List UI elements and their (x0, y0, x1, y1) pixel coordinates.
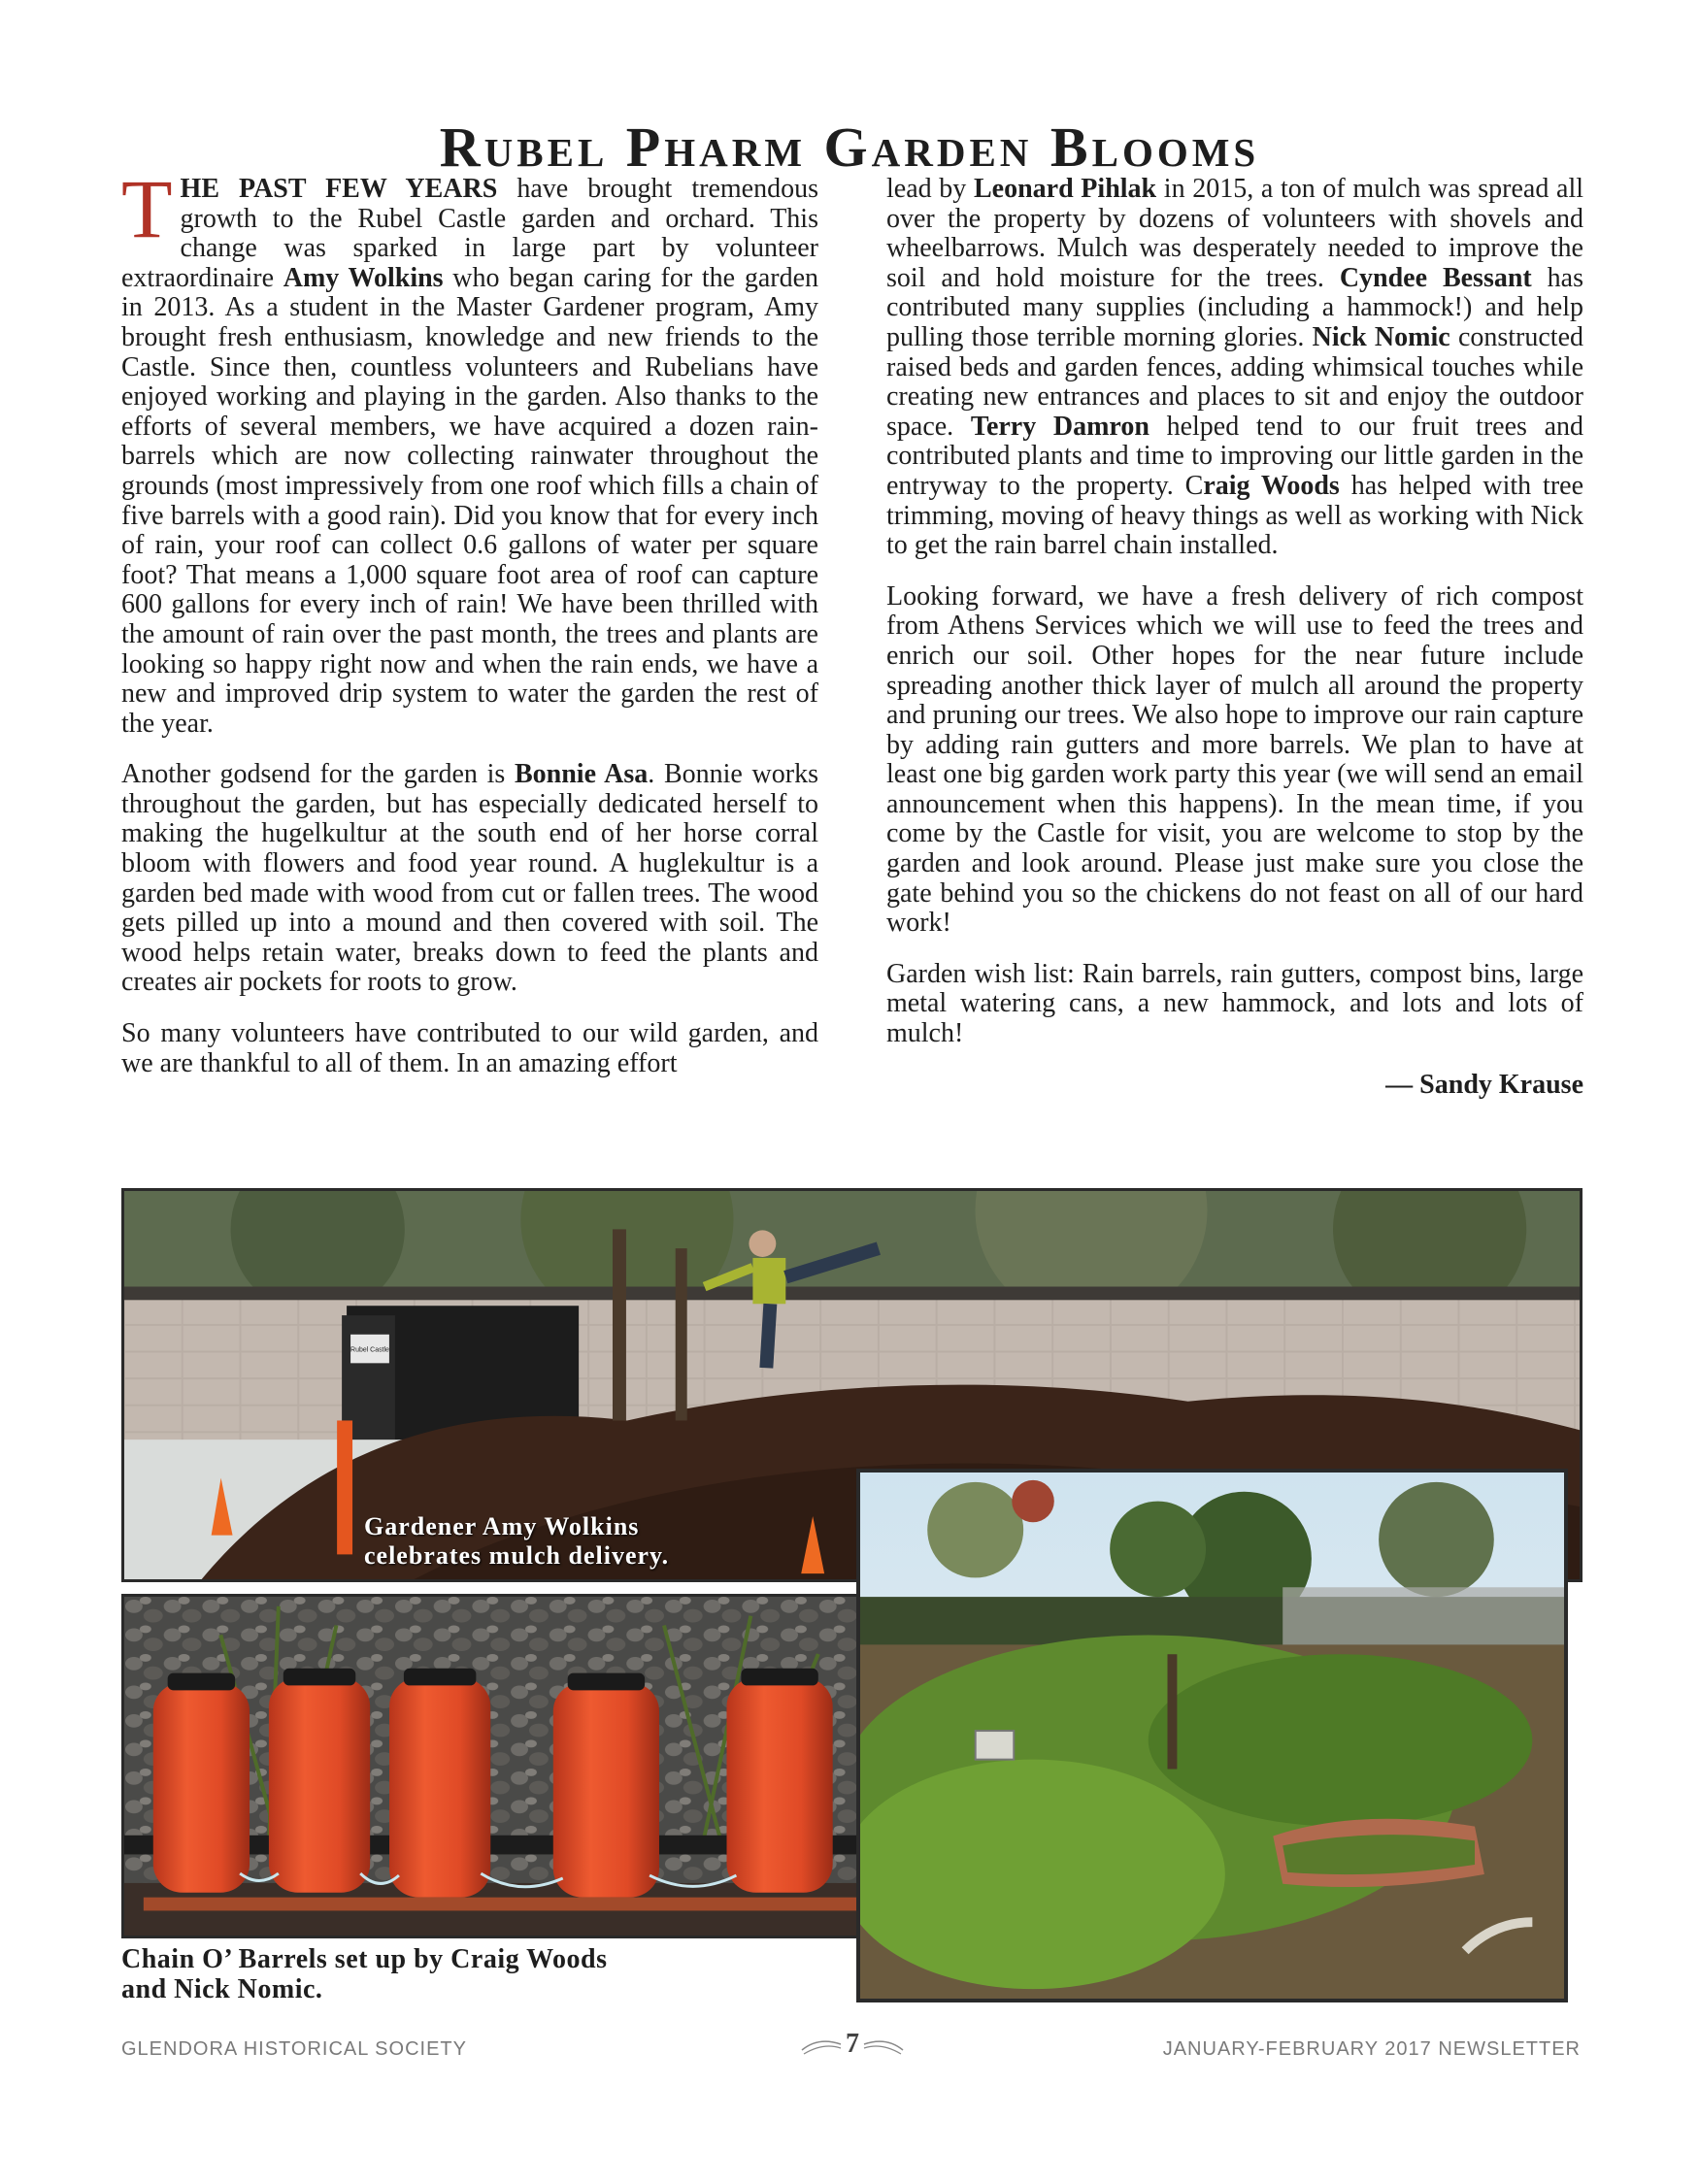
page-number-ornament (794, 2029, 911, 2062)
caption-line: celebrates mulch delivery. (364, 1541, 670, 1570)
text-run: lead by (886, 174, 974, 204)
barrel (553, 1673, 659, 1898)
caption-line: Chain O’ Barrels set up by Craig Woods (121, 1944, 608, 1974)
byline: — Sandy Krause (1385, 1069, 1583, 1100)
paragraph: So many volunteers have contributed to our wild garden, and we are thankful to all of them. In an amazing effort (121, 1018, 818, 1078)
person-name: Amy Wolkins (283, 262, 444, 293)
footer-issue: JANUARY-FEBRUARY 2017 NEWSLETTER (1162, 2038, 1581, 2060)
caption-line: and Nick Nomic. (121, 1974, 323, 2004)
text-run: has helped with tree trimming, moving of heavy things as well as working with Nick to get the rain barrel chain installed. (886, 470, 1583, 561)
barrel (269, 1669, 370, 1893)
mini-greenhouse (976, 1731, 1015, 1760)
barrel (726, 1669, 832, 1893)
text-run: in 2015, a ton of mulch was spread all over the property by dozens of volunteers with shovels and wheelbarrows. Mulch was desperately needed to improve the soil and hold moisture for the trees. (886, 174, 1584, 293)
text-run: Another godsend for the garden is (121, 759, 515, 790)
lead-in: HE PAST FEW YEARS (180, 174, 498, 204)
paragraph (886, 175, 1583, 561)
person-name: Cyndee Bessant (1339, 262, 1532, 293)
paragraph: Garden wish list: Rain barrels, rain gutters, compost bins, large metal watering cans, a new hammock, and lots and lots of mulch! (886, 958, 1583, 1049)
barrels-photo-illustration (124, 1597, 926, 1936)
article-right-column (886, 175, 1583, 1121)
article-left-column (121, 162, 819, 1100)
text-run: has contributed many supplies (including a hammock!) and help pulling those terrible morning glories. (886, 262, 1583, 352)
text-run: who began caring for the garden in 2013. As a student in the Master Gardener program, Amy brought fresh enthusiasm, knowledge and new friends to the Castle. Since then, countless volunteers and Rubelians have enjoyed working and playing in the garden. Also thanks to the efforts of several members, we have acquired a dozen rain-barrels which are now collecting rainwater throughout the grounds (most impressively from one roof which fills a chain of five barrels with a good rain). Did you know that for every inch of rain, your roof can collect 0.6 gallons of water per square foot? That means a 1,000 square foot area of roof can capture 600 gallons for every inch of rain! We have been thrilled with the amount of rain over the past month, the trees and plants are looking so happy right now and when the rain ends, we have a new and improved drip system to water the garden the rest of the year. (121, 262, 818, 739)
text-run: have brought tremendous growth to the Rubel Castle garden and orchard. This change was sparked in large part by volunteer extraordinaire (121, 174, 819, 293)
paragraph: Looking forward, we have a fresh delivery of rich compost from Athens Services which we will use to feed the trees and enrich our soil. Other hopes for the near future include spreading another thick layer of mulch all around the property and pruning our trees. We also hope to improve our rain capture by adding rain gutters and more barrels. We plan to have at least one big garden work party this year (we will send an email announcement when this happens). In the mean time, if you come by the Castle for visit, you are welcome to stop by the garden and look around. Please just make sure you close the gate behind you so the chickens do not feast on all of our hard work! (886, 580, 1583, 939)
dropcap: T (121, 162, 173, 255)
garden-photo (856, 1469, 1568, 2002)
barrel (389, 1669, 490, 1898)
text-run: constructed raised beds and garden fences, adding whimsical touches while creating new entrances and places to sit and enjoy the outdoor space. (886, 321, 1584, 442)
person-name: Leonard Pihlak (973, 174, 1157, 204)
garden-photo-illustration (860, 1473, 1564, 1999)
article-title: Rubel Pharm Garden Blooms (439, 116, 1260, 179)
mulch-photo-caption (364, 1512, 669, 1571)
person-name: Terry Damron (970, 411, 1149, 442)
person-name: raig Woods (1203, 470, 1340, 501)
paragraph (121, 760, 818, 998)
raised-garden-bed (1273, 1819, 1484, 1887)
text-run: . Bonnie works throughout the garden, but has especially dedicated herself to making the hugelkultur at the south end of her horse corral bloom with flowers and food year round. A huglekultur is a garden bed made with wood from cut or fallen trees. The wood gets pilled up into a mound and then covered with soil. The wood helps retain water, breaks down to feed the plants and creates air pockets for roots to grow. (121, 759, 818, 998)
text-run: helped tend to our fruit trees and contributed plants and time to improving our little garden in the entryway to the property. C (886, 411, 1583, 501)
barrel (153, 1673, 250, 1893)
person-name: Nick Nomic (1312, 321, 1450, 352)
barrels-photo-caption (121, 1944, 608, 2004)
paragraph (121, 162, 819, 739)
person-name: Bonnie Asa (514, 759, 649, 790)
traffic-cone (337, 1420, 352, 1554)
caption-line: Gardener Amy Wolkins (364, 1512, 640, 1540)
rain-barrels-photo (121, 1594, 929, 1938)
footer-publisher: GLENDORA HISTORICAL SOCIETY (121, 2038, 467, 2060)
castle-sign-text: Rubel Castle (350, 1346, 389, 1354)
page-number: 7 (846, 2029, 859, 2059)
